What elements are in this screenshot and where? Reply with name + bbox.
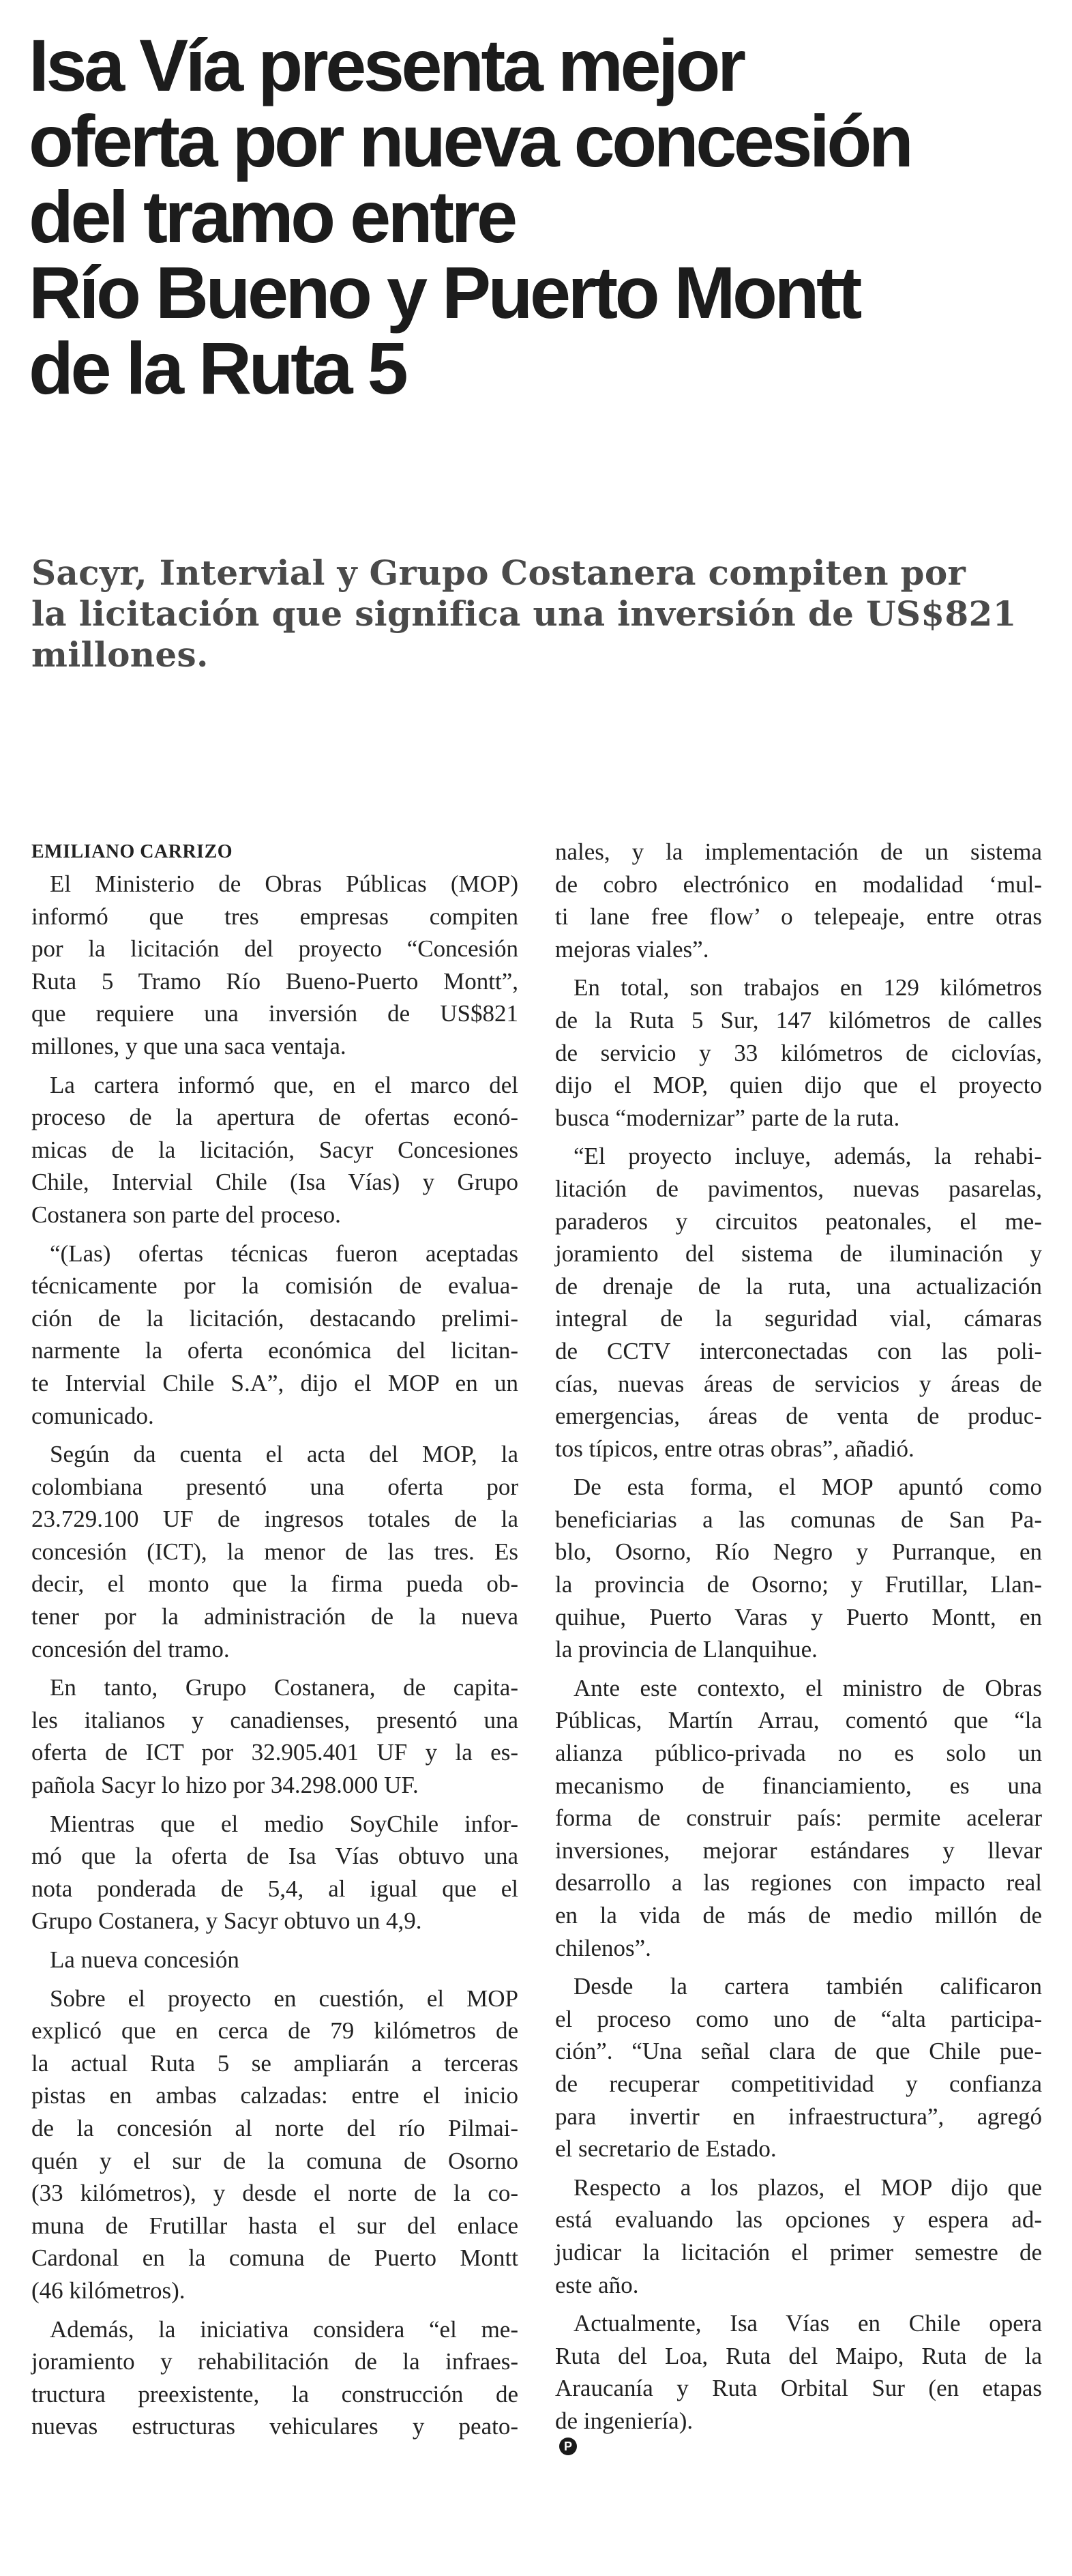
text-line: ti lane free flow’ o telepeaje, entre otras [555, 903, 1042, 931]
text-line: mó que la oferta de Isa Vías obtuvo una [31, 1843, 518, 1870]
text-line: paraderos y circuitos peatonales, el me- [555, 1208, 1042, 1235]
text-line: el proceso como uno de “alta participa- [555, 2005, 1042, 2032]
text-line: Respecto a los plazos, el MOP dijo que [574, 2174, 1042, 2201]
paragraph [555, 1970, 1042, 2165]
text-line: blo, Osorno, Río Negro y Purranque, en [555, 1538, 1042, 1566]
article-column-right [555, 836, 1042, 2461]
text-line-last [555, 2405, 1042, 2455]
text-line: tos típicos, entre otras obras”, añadió. [555, 1435, 914, 1462]
text-line: “(Las) ofertas técnicas fueron aceptadas [50, 1240, 518, 1267]
paragraph [555, 2307, 1042, 2455]
text-line: Desde la cartera también calificaron [574, 1973, 1042, 2000]
text-line: técnicamente por la comisión de evalua- [31, 1272, 518, 1300]
text-line: beneficiarias a las comunas de San Pa- [555, 1506, 1042, 1533]
author-byline: EMILIANO CARRIZO [31, 841, 233, 862]
subtitle-line: Sacyr, Intervial y Grupo Costanera compiten por [31, 553, 966, 593]
text-line: Grupo Costanera, y Sacyr obtuvo un 4,9. [31, 1907, 422, 1935]
text-line: pañola Sacyr lo hizo por 34.298.000 UF. [31, 1772, 419, 1799]
text-line: de CCTV interconectadas con las poli- [555, 1337, 1042, 1364]
text-line: explicó que en cerca de 79 kilómetros de [31, 2017, 518, 2045]
paragraph [31, 2313, 518, 2443]
text-line: informó que tres empresas compiten [31, 903, 518, 930]
paragraph [555, 1471, 1042, 1666]
text-line: de servicio y 33 kilómetros de ciclovías, [555, 1039, 1042, 1066]
text-line: proceso de la apertura de ofertas econó- [31, 1104, 518, 1131]
section-heading [31, 1944, 518, 1976]
text-line: Ruta 5 Tramo Río Bueno-Puerto Montt”, [31, 967, 518, 995]
text-line: Sobre el proyecto en cuestión, el MOP [50, 1985, 518, 2012]
text-line: Araucanía y Ruta Orbital Sur (en etapas [555, 2375, 1042, 2402]
text-line: integral de la seguridad vial, cámaras [555, 1305, 1042, 1332]
text-line: les italianos y canadienses, presentó una [31, 1706, 518, 1733]
text-line: inversiones, mejorar estándares y llevar [555, 1836, 1042, 1864]
text-line: colombiana presentó una oferta por [31, 1473, 518, 1500]
text-line: forma de construir país: permite acelerar [555, 1804, 1042, 1832]
text-line: nuevas estructuras vehiculares y peato- [31, 2413, 518, 2440]
text-line: litación de pavimentos, nuevas pasarelas, [555, 1175, 1042, 1202]
text-line: concesión (ICT), la menor de las tres. Es [31, 1538, 518, 1565]
text-line: joramiento y rehabilitación de la infraes- [31, 2348, 518, 2375]
text-line: (33 kilómetros), y desde el norte de la co- [31, 2180, 518, 2207]
text-line: ción de la licitación, destacando prelimi- [31, 1304, 518, 1332]
text-line: este año. [555, 2271, 639, 2298]
text-line: joramiento del sistema de iluminación y [555, 1240, 1042, 1268]
text-line: mejoras viales”. [555, 935, 709, 963]
headline-line: del tramo entre [29, 175, 515, 258]
text-line: Costanera son parte del proceso. [31, 1201, 341, 1228]
text-line: Mientras que el medio SoyChile infor- [50, 1810, 518, 1837]
text-line: La nueva concesión [50, 1946, 239, 1973]
text-line: Ante este contexto, el ministro de Obras [574, 1674, 1042, 1701]
text-line: decir, el monto que la firma pueda ob- [31, 1570, 518, 1598]
text-line: está evaluando las opciones y espera ad- [555, 2206, 1042, 2234]
text-line: mecanismo de financiamiento, es una [555, 1772, 1042, 1799]
text-line: Además, la iniciativa considera “el me- [50, 2315, 518, 2343]
headline-line: de la Ruta 5 [29, 327, 406, 409]
text-line: emergencias, áreas de venta de produc- [555, 1403, 1042, 1430]
paragraph [555, 2171, 1042, 2301]
paragraph [31, 1238, 518, 1433]
headline-line: Río Bueno y Puerto Montt [29, 251, 859, 334]
text-line: Ruta del Loa, Ruta del Maipo, Ruta de la [555, 2342, 1042, 2369]
paragraph [555, 1672, 1042, 1964]
text-line: nota ponderada de 5,4, al igual que el [31, 1875, 518, 1902]
text-line: la provincia de Llanquihue. [555, 1636, 818, 1663]
headline-line: oferta por nueva concesión [29, 100, 911, 182]
headline [29, 24, 1052, 409]
text-line: desarrollo a las regiones con impacto real [555, 1869, 1042, 1897]
text-line: (46 kilómetros). [31, 2277, 185, 2304]
text-line: “El proyecto incluye, además, la rehabi- [574, 1143, 1042, 1170]
text-line: quihue, Puerto Varas y Puerto Montt, en [555, 1603, 1042, 1630]
text-line: La cartera informó que, en el marco del [50, 1071, 518, 1098]
text-line: 23.729.100 UF de ingresos totales de la [31, 1506, 518, 1533]
text-line: oferta de ICT por 32.905.401 UF y la es- [31, 1739, 518, 1766]
text-line: comunicado. [31, 1402, 154, 1429]
text-line: micas de la licitación, Sacyr Concesiones [31, 1136, 518, 1163]
text-line: de ingeniería). [555, 2407, 694, 2434]
text-line: narmente la oferta económica del licitan- [31, 1337, 518, 1364]
text-line: muna de Frutillar hasta el sur del enlace [31, 2212, 518, 2239]
text-line: de drenaje de la ruta, una actualización [555, 1272, 1042, 1300]
text-line: ción”. “Una señal clara de que Chile pue- [555, 2038, 1042, 2065]
text-line: alianza público-privada no es solo un [555, 1740, 1042, 1767]
text-line: Chile, Intervial Chile (Isa Vías) y Grupo [31, 1169, 518, 1196]
paragraph [31, 1069, 518, 1231]
subtitle [31, 553, 1017, 675]
end-of-article-icon: P [559, 2438, 577, 2455]
text-line: Actualmente, Isa Vías en Chile opera [574, 2310, 1042, 2337]
text-line: tructura preexistente, la construcción de [31, 2380, 518, 2407]
paragraph [31, 1808, 518, 1937]
text-line: te Intervial Chile S.A”, dijo el MOP en un [31, 1369, 518, 1396]
text-line: de la concesión al norte del río Pilmai- [31, 2114, 518, 2141]
text-line: la provincia de Osorno; y Frutillar, Llan- [555, 1571, 1042, 1598]
text-line: judicar la licitación el primer semestre de [555, 2238, 1042, 2266]
text-line: de recuperar competitividad y confianza [555, 2070, 1042, 2097]
text-line: quén y el sur de la comuna de Osorno [31, 2147, 518, 2174]
text-line: nales, y la implementación de un sistema [555, 838, 1042, 865]
text-line: En total, son trabajos en 129 kilómetros [574, 974, 1042, 1001]
text-line: que requiere una inversión de US$821 [31, 1000, 518, 1027]
paragraph [555, 971, 1042, 1134]
text-line: concesión del tramo. [31, 1635, 230, 1663]
paragraph [31, 868, 518, 1063]
text-line: para invertir en infraestructura”, agregó [555, 2103, 1042, 2130]
text-line: cías, nuevas áreas de servicios y áreas de [555, 1370, 1042, 1397]
paragraph [555, 836, 1042, 965]
text-line: tener por la administración de la nueva [31, 1603, 518, 1630]
paragraph [555, 1140, 1042, 1465]
text-line: la actual Ruta 5 se ampliarán a terceras [31, 2049, 518, 2077]
text-line: dijo el MOP, quien dijo que el proyecto [555, 1072, 1042, 1099]
text-line: En tanto, Grupo Costanera, de capita- [50, 1674, 518, 1701]
text-line: Cardonal en la comuna de Puerto Montt [31, 2244, 518, 2272]
paragraph [31, 1982, 518, 2307]
text-line: millones, y que una saca ventaja. [31, 1032, 346, 1059]
text-line: Públicas, Martín Arrau, comentó que “la [555, 1707, 1042, 1734]
headline-line: Isa Vía presenta mejor [29, 24, 743, 106]
text-line: De esta forma, el MOP apuntó como [574, 1474, 1042, 1501]
text-line: por la licitación del proyecto “Concesión [31, 935, 518, 963]
text-line: chilenos”. [555, 1934, 651, 1961]
text-line: de cobro electrónico en modalidad ‘mul- [555, 870, 1042, 898]
subtitle-line: la licitación que significa una inversión de US$821 [31, 594, 1017, 634]
text-line: busca “modernizar” parte de la ruta. [555, 1104, 900, 1131]
article-column-left [31, 836, 518, 2449]
paragraph [31, 1438, 518, 1665]
text-line: El Ministerio de Obras Públicas (MOP) [50, 870, 518, 897]
text-line: de la Ruta 5 Sur, 147 kilómetros de calles [555, 1006, 1042, 1034]
text-line: el secretario de Estado. [555, 2135, 777, 2163]
subtitle-line: millones. [31, 634, 209, 675]
paragraph [31, 1671, 518, 1801]
text-line: en la vida de más de medio millón de [555, 1902, 1042, 1929]
text-line: Según da cuenta el acta del MOP, la [50, 1441, 518, 1468]
text-line: pistas en ambas calzadas: entre el inicio [31, 2082, 518, 2109]
